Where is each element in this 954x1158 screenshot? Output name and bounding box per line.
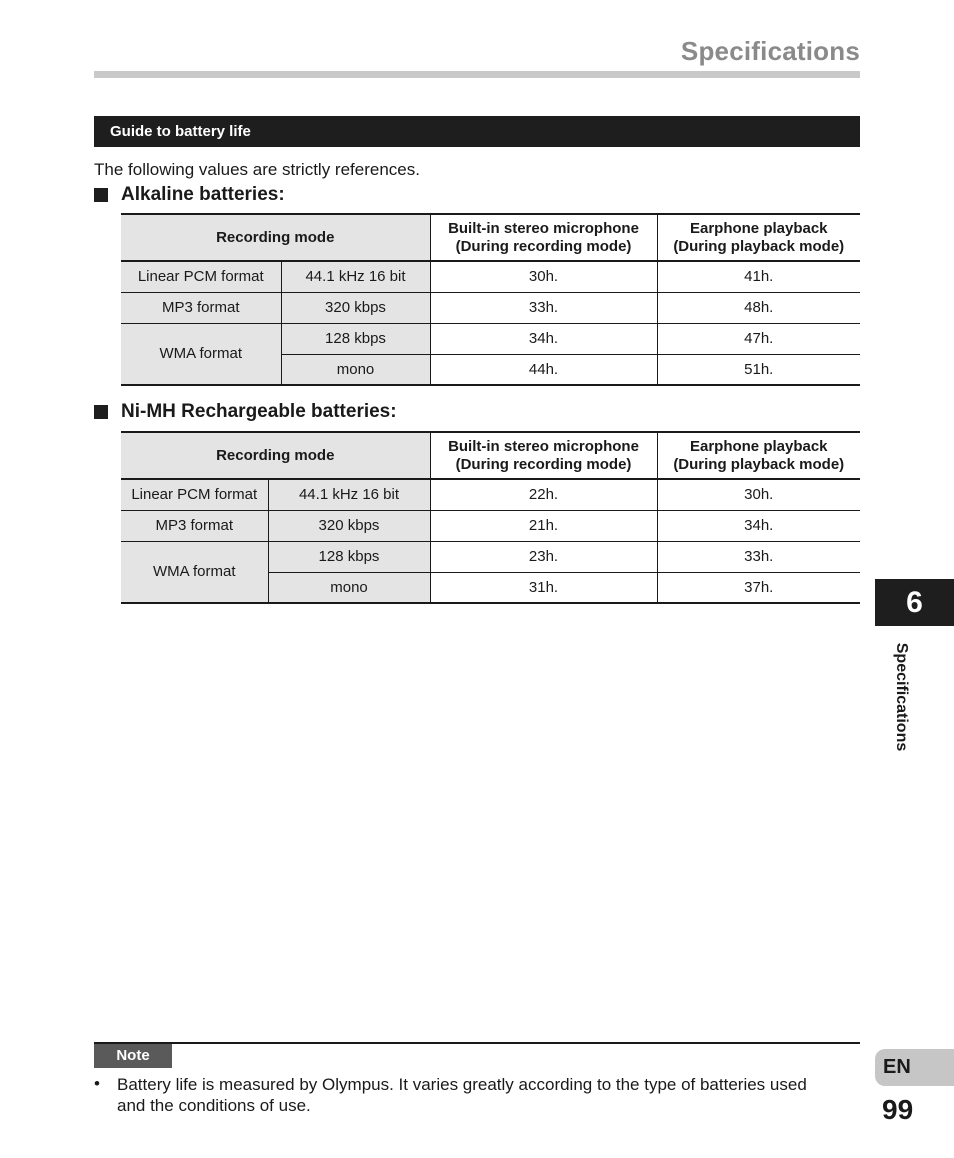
header-microphone-line1: Built-in stereo microphone (448, 219, 639, 237)
alkaline-table (121, 213, 860, 386)
bullet-icon: • (94, 1074, 100, 1093)
language-tab: EN (875, 1049, 954, 1086)
earphone-life-cell: 30h. (744, 486, 774, 504)
header-microphone-line1: Built-in stereo microphone (448, 437, 639, 455)
table-header-row (121, 214, 860, 261)
format-cell: WMA format (121, 541, 268, 603)
earphone-life-cell: 34h. (744, 517, 774, 534)
table-row (121, 510, 860, 541)
bitrate-cell: 128 kbps (281, 323, 430, 354)
section-title-bar: Guide to battery life (94, 116, 860, 147)
mic-life-cell: 33h. (430, 292, 657, 323)
page-number: 99 (882, 1094, 914, 1125)
chapter-tab[interactable]: 6 (875, 579, 954, 626)
earphone-life-cell: 41h. (744, 268, 774, 286)
header-microphone (430, 214, 657, 261)
bitrate-cell: 44.1 kHz 16 bit (268, 479, 430, 510)
bitrate-cell: 320 kbps (268, 510, 430, 541)
header-earphone-line1: Earphone playback (689, 437, 828, 455)
bitrate-cell: 128 kbps (268, 541, 430, 572)
table-header-row (121, 432, 860, 479)
mic-life-cell: 34h. (430, 323, 657, 354)
header-recording-mode: Recording mode (121, 432, 430, 479)
earphone-life-cell: 48h. (744, 299, 774, 316)
mic-life-cell: 31h. (430, 572, 657, 603)
earphone-life-cell: 51h. (744, 360, 774, 378)
square-bullet-icon (94, 405, 108, 419)
alkaline-heading (94, 184, 285, 206)
intro-text: The following values are strictly references. (94, 160, 420, 179)
page-title: Specifications (680, 36, 860, 66)
note-text: Battery life is measured by Olympus. It varies greatly according to the type of batteries used and the conditions of use. (117, 1075, 807, 1115)
header-microphone-line2: (During recording mode) (455, 237, 632, 255)
header-microphone (430, 432, 657, 479)
table-row (121, 541, 860, 572)
mic-life-cell: 30h. (430, 261, 657, 292)
header-earphone (657, 432, 860, 479)
table-row (121, 323, 860, 354)
note-label: Note (94, 1044, 172, 1068)
header-microphone-line2: (During recording mode) (455, 455, 632, 473)
earphone-life-cell: 37h. (744, 578, 774, 596)
format-cell: WMA format (121, 323, 281, 385)
title-rule (94, 71, 860, 78)
mic-life-cell: 21h. (430, 510, 657, 541)
header-recording-mode: Recording mode (121, 214, 430, 261)
alkaline-heading-text: Alkaline batteries: (121, 184, 285, 205)
earphone-life-cell: 47h. (744, 330, 774, 347)
nimh-table (121, 431, 860, 604)
format-cell: MP3 format (121, 292, 281, 323)
chapter-label (889, 640, 913, 754)
header-earphone-line2: (During playback mode) (673, 455, 845, 473)
table-row (121, 292, 860, 323)
note-rule (94, 1042, 860, 1044)
nimh-heading-text: Ni-MH Rechargeable batteries: (121, 401, 397, 422)
square-bullet-icon (94, 188, 108, 202)
format-cell: Linear PCM format (121, 261, 281, 292)
bitrate-cell: mono (281, 354, 430, 385)
bitrate-cell: 44.1 kHz 16 bit (281, 261, 430, 292)
mic-life-cell: 22h. (430, 479, 657, 510)
bitrate-cell: mono (268, 572, 430, 603)
header-earphone-line2: (During playback mode) (673, 237, 845, 255)
mic-life-cell: 23h. (430, 541, 657, 572)
mic-life-cell: 44h. (430, 354, 657, 385)
earphone-life-cell: 33h. (744, 548, 774, 565)
header-earphone-line1: Earphone playback (689, 219, 828, 237)
table-row (121, 261, 860, 292)
header-earphone (657, 214, 860, 261)
format-cell: MP3 format (121, 510, 268, 541)
chapter-label-text: Specifications (893, 642, 910, 752)
table-row (121, 479, 860, 510)
format-cell: Linear PCM format (121, 479, 268, 510)
bitrate-cell: 320 kbps (281, 292, 430, 323)
nimh-heading (94, 401, 397, 423)
